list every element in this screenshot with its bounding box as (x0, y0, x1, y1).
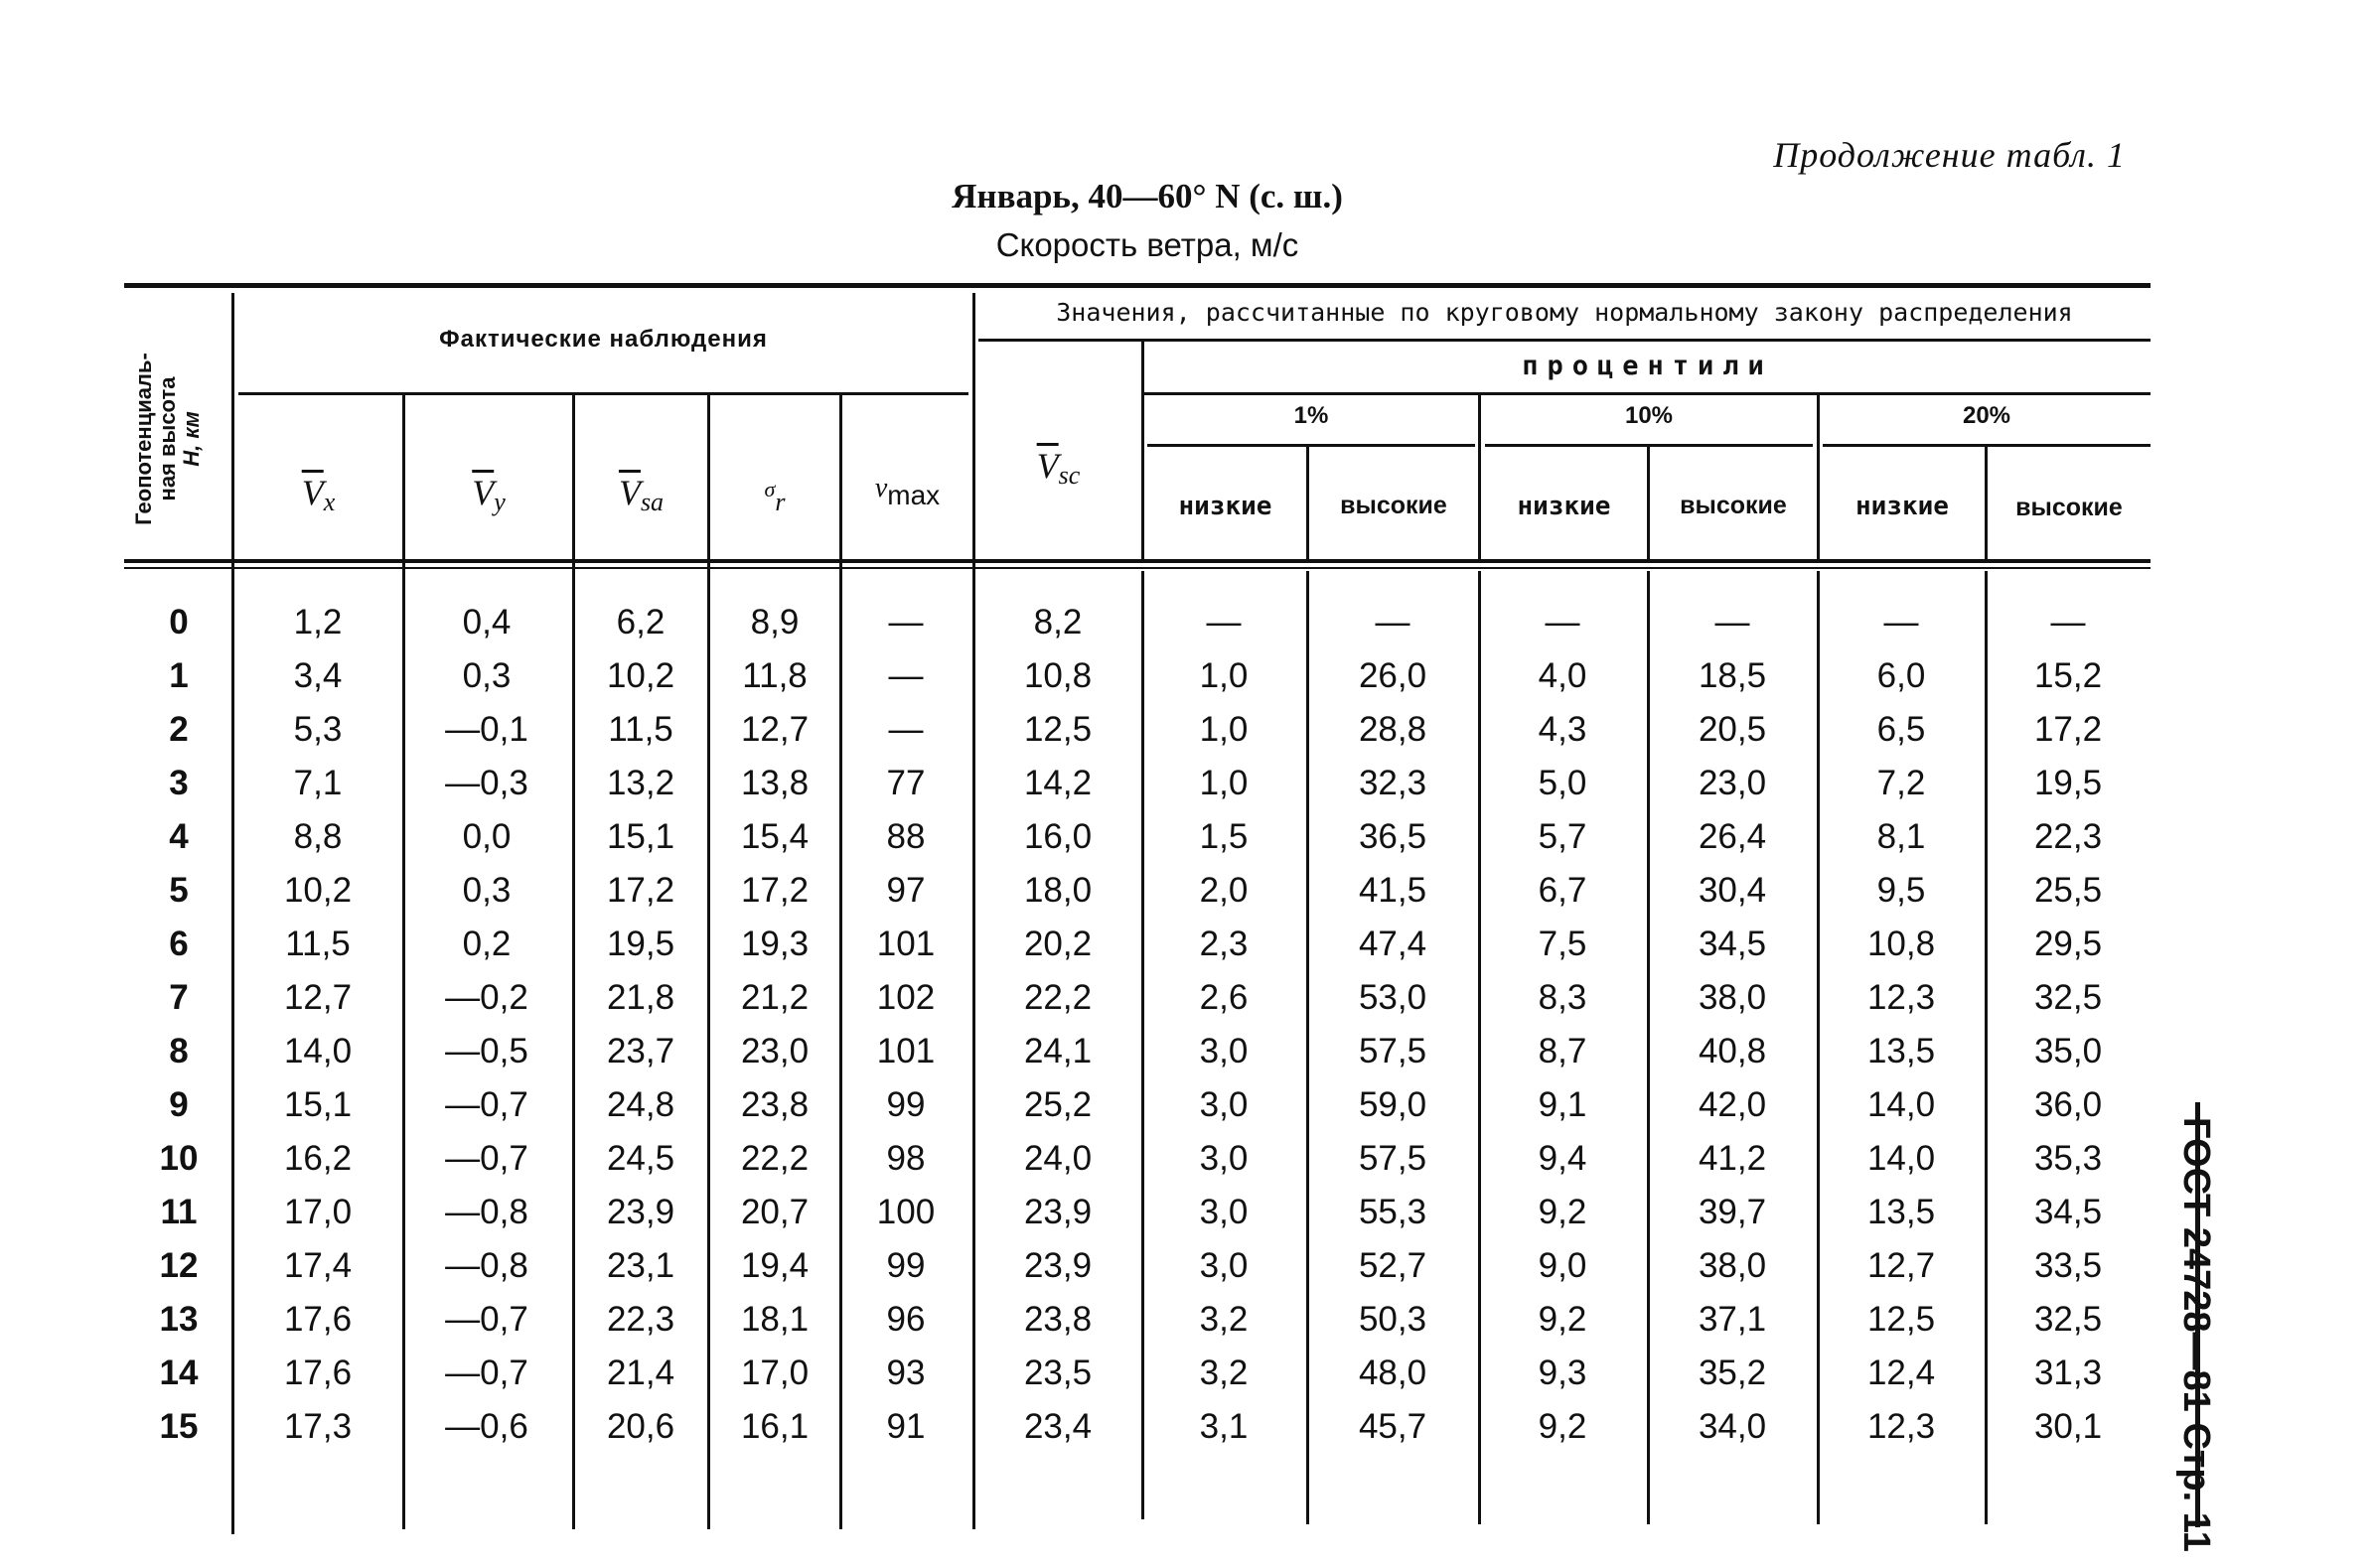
table-row (0, 596, 2185, 649)
cell-vy: —0,3 (445, 764, 528, 802)
pct20-low-header: низкие (1855, 492, 1949, 521)
table-row (0, 1400, 2185, 1454)
cell-sigma: 8,9 (750, 603, 800, 641)
cell-vy: —0,2 (445, 978, 528, 1017)
table-row (0, 1186, 2185, 1239)
cell-pct10-high: 23,0 (1698, 764, 1767, 802)
pct1-rule (1147, 444, 1475, 447)
cell-vx: 1,2 (293, 603, 343, 641)
cell-sigma: 23,0 (740, 1032, 810, 1070)
cell-pct10-high: — (1714, 603, 1750, 641)
cell-vmax: 101 (876, 925, 936, 963)
cell-pct10-high: 41,2 (1698, 1139, 1767, 1178)
cell-vsa: 15,1 (606, 817, 675, 856)
cell-vx: 3,4 (293, 656, 343, 695)
cell-pct10-high: 34,0 (1698, 1407, 1767, 1446)
cell-pct1-low: 2,3 (1199, 925, 1249, 963)
cell-vx: 10,2 (283, 871, 353, 910)
cell-sigma: 19,4 (740, 1246, 810, 1285)
table-row (0, 703, 2185, 757)
cell-sigma: 17,0 (740, 1354, 810, 1392)
table-subtitle: Скорость ветра, м/с (995, 226, 1299, 263)
cell-vsc: 20,2 (1023, 925, 1093, 963)
cell-pct20-low: 13,5 (1866, 1193, 1936, 1231)
cell-pct1-high: 47,4 (1358, 925, 1427, 963)
cell-vsa: 23,7 (606, 1032, 675, 1070)
cell-vmax: — (888, 656, 924, 695)
cell-height: 15 (159, 1407, 199, 1446)
table-row (0, 810, 2185, 864)
cell-pct10-low: 4,3 (1538, 710, 1587, 749)
percentile-rule (1144, 392, 2151, 395)
cell-height: 9 (169, 1085, 189, 1124)
cell-pct1-high: 28,8 (1358, 710, 1427, 749)
cell-pct20-low: 10,8 (1866, 925, 1936, 963)
cell-pct1-low: 1,0 (1199, 656, 1249, 695)
cell-vsc: 23,4 (1023, 1407, 1093, 1446)
height-header-line-2: ная высота (155, 376, 180, 501)
cell-pct20-high: 19,5 (2033, 764, 2103, 802)
cell-pct10-low: 6,7 (1538, 871, 1587, 910)
cell-pct10-low: 4,0 (1538, 656, 1587, 695)
cell-pct20-high: 29,5 (2033, 925, 2103, 963)
cell-vsc: 16,0 (1023, 817, 1093, 856)
cell-sigma: 16,1 (740, 1407, 810, 1446)
cell-vy: —0,7 (445, 1139, 528, 1178)
cell-vsa: 23,1 (606, 1246, 675, 1285)
cell-pct1-high: 45,7 (1358, 1407, 1427, 1446)
height-column-header (132, 320, 371, 578)
cell-pct20-low: 6,0 (1876, 656, 1926, 695)
cell-pct20-low: 14,0 (1866, 1085, 1936, 1124)
cell-vmax: 98 (886, 1139, 926, 1178)
cell-vsc: 12,5 (1023, 710, 1093, 749)
cell-height: 6 (169, 925, 189, 963)
cell-vsc: 24,0 (1023, 1139, 1093, 1178)
height-header-line-1: Геопотенциаль- (131, 353, 156, 525)
cell-vmax: 99 (886, 1085, 926, 1124)
cell-pct20-high: 17,2 (2033, 710, 2103, 749)
cell-height: 11 (160, 1193, 198, 1231)
col-sep-1-high (1478, 395, 1481, 562)
table-title: Январь, 40—60° N (с. ш.) (952, 177, 1343, 215)
table-row (0, 757, 2185, 810)
pct20-high-header: высокие (2015, 494, 2123, 521)
pct1-high-header: высокие (1340, 492, 1447, 519)
cell-vy: 0,3 (462, 871, 512, 910)
cell-pct20-low: 13,5 (1866, 1032, 1936, 1070)
cell-vmax: 91 (886, 1407, 926, 1446)
continuation-note: Продолжение табл. 1 (1773, 135, 2126, 175)
cell-vmax: 102 (876, 978, 936, 1017)
cell-pct1-low: — (1206, 603, 1242, 641)
cell-sigma: 12,7 (740, 710, 810, 749)
cell-pct1-low: 3,1 (1199, 1407, 1249, 1446)
cell-vsc: 8,2 (1033, 603, 1083, 641)
table-row (0, 1293, 2185, 1347)
cell-vsa: 23,9 (606, 1193, 675, 1231)
cell-pct20-low: 8,1 (1876, 817, 1926, 856)
cell-sigma: 18,1 (740, 1300, 810, 1339)
cell-pct1-low: 3,2 (1199, 1300, 1249, 1339)
header-bottom-rule (124, 559, 2151, 563)
cell-pct10-high: 30,4 (1698, 871, 1767, 910)
cell-sigma: 15,4 (740, 817, 810, 856)
cell-pct10-low: 9,3 (1538, 1354, 1587, 1392)
cell-sigma: 13,8 (740, 764, 810, 802)
cell-vmax: 97 (886, 871, 926, 910)
pct-1-header: 1% (1293, 402, 1329, 429)
vy-header: $\overline{V}_y$ (472, 473, 506, 516)
table-row (0, 649, 2185, 703)
cell-vx: 17,0 (283, 1193, 353, 1231)
cell-vy: —0,6 (445, 1407, 528, 1446)
cell-pct10-low: — (1545, 603, 1580, 641)
cell-pct10-low: 9,2 (1538, 1193, 1587, 1231)
cell-pct10-low: 9,2 (1538, 1407, 1587, 1446)
cell-vmax: 88 (886, 817, 926, 856)
vx-header: $\overline{V}_x$ (301, 473, 336, 516)
cell-vsa: 10,2 (606, 656, 675, 695)
cell-vmax: — (888, 710, 924, 749)
cell-vsc: 14,2 (1023, 764, 1093, 802)
cell-pct1-high: 32,3 (1358, 764, 1427, 802)
cell-sigma: 20,7 (740, 1193, 810, 1231)
cell-vsa: 24,8 (606, 1085, 675, 1124)
cell-pct1-low: 3,0 (1199, 1246, 1249, 1285)
cell-vx: 14,0 (283, 1032, 353, 1070)
pct10-low-header: низкие (1517, 492, 1611, 521)
cell-vy: —0,7 (445, 1300, 528, 1339)
table-row (0, 1132, 2185, 1186)
cell-pct10-low: 9,2 (1538, 1300, 1587, 1339)
cell-pct1-low: 3,0 (1199, 1032, 1249, 1070)
cell-vsc: 23,9 (1023, 1193, 1093, 1231)
cell-pct1-high: 26,0 (1358, 656, 1427, 695)
cell-pct10-low: 9,4 (1538, 1139, 1587, 1178)
cell-vmax: 77 (886, 764, 926, 802)
cell-vx: 11,5 (285, 925, 351, 963)
cell-vmax: 101 (876, 1032, 936, 1070)
cell-sigma: 23,8 (740, 1085, 810, 1124)
pct10-high-header: высокие (1680, 492, 1787, 519)
cell-vy: 0,0 (462, 817, 512, 856)
cell-pct1-low: 2,0 (1199, 871, 1249, 910)
cell-pct10-high: 38,0 (1698, 1246, 1767, 1285)
cell-vmax: 100 (876, 1193, 936, 1231)
cell-vsa: 22,3 (606, 1300, 675, 1339)
cell-vx: 17,4 (283, 1246, 353, 1285)
table-row (0, 1347, 2185, 1400)
cell-pct20-low: 12,4 (1866, 1354, 1936, 1392)
cell-pct10-low: 9,0 (1538, 1246, 1587, 1285)
cell-pct1-high: 50,3 (1358, 1300, 1427, 1339)
cell-vsa: 6,2 (616, 603, 666, 641)
cell-pct1-low: 1,5 (1199, 817, 1249, 856)
cell-pct1-high: — (1375, 603, 1410, 641)
cell-pct10-low: 9,1 (1538, 1085, 1587, 1124)
cell-sigma: 21,2 (740, 978, 810, 1017)
cell-vsc: 25,2 (1023, 1085, 1093, 1124)
cell-vy: —0,1 (445, 710, 528, 749)
cell-vx: 15,1 (283, 1085, 353, 1124)
cell-vsc: 10,8 (1023, 656, 1093, 695)
cell-pct20-low: 9,5 (1876, 871, 1926, 910)
cell-pct20-high: 33,5 (2033, 1246, 2103, 1285)
cell-vmax: — (888, 603, 924, 641)
cell-vy: —0,5 (445, 1032, 528, 1070)
cell-vy: —0,8 (445, 1246, 528, 1285)
cell-vsc: 23,5 (1023, 1354, 1093, 1392)
cell-vsa: 19,5 (606, 925, 675, 963)
cell-vx: 12,7 (283, 978, 353, 1017)
cell-height: 2 (169, 710, 189, 749)
cell-vx: 17,6 (283, 1300, 353, 1339)
sigma-header: $^\sigma_r$ (764, 477, 786, 516)
cell-vsc: 18,0 (1023, 871, 1093, 910)
table-row (0, 1239, 2185, 1293)
cell-vsa: 17,2 (606, 871, 675, 910)
height-header-line-3: H, км (179, 411, 204, 467)
cell-pct1-high: 57,5 (1358, 1139, 1427, 1178)
cell-pct20-high: 35,3 (2033, 1139, 2103, 1178)
table-row (0, 918, 2185, 971)
cell-pct10-high: 39,7 (1698, 1193, 1767, 1231)
cell-pct20-high: 32,5 (2033, 978, 2103, 1017)
cell-height: 8 (169, 1032, 189, 1070)
cell-pct20-high: 31,3 (2033, 1354, 2103, 1392)
cell-vy: 0,3 (462, 656, 512, 695)
cell-vx: 16,2 (283, 1139, 353, 1178)
cell-pct1-low: 3,2 (1199, 1354, 1249, 1392)
pct-20-header: 20% (1962, 402, 2011, 429)
cell-pct10-low: 7,5 (1538, 925, 1587, 963)
cell-pct20-low: — (1883, 603, 1919, 641)
cell-vx: 17,6 (283, 1354, 353, 1392)
cell-pct20-low: 12,7 (1866, 1246, 1936, 1285)
top-rule (124, 283, 2151, 288)
cell-vx: 5,3 (293, 710, 343, 749)
cell-height: 3 (169, 764, 189, 802)
cell-vsa: 20,6 (606, 1407, 675, 1446)
cell-pct1-low: 1,0 (1199, 710, 1249, 749)
vsc-header: $\overline{V}_{sc}$ (1036, 446, 1081, 490)
cell-pct10-high: 42,0 (1698, 1085, 1767, 1124)
cell-height: 5 (169, 871, 189, 910)
pct1-low-header: низкие (1178, 492, 1272, 521)
cell-pct20-high: — (2050, 603, 2086, 641)
cell-vsa: 21,8 (606, 978, 675, 1017)
cell-pct10-low: 5,0 (1538, 764, 1587, 802)
cell-pct20-low: 14,0 (1866, 1139, 1936, 1178)
pct-10-header: 10% (1624, 402, 1674, 429)
cell-vsa: 21,4 (606, 1354, 675, 1392)
cell-pct20-high: 32,5 (2033, 1300, 2103, 1339)
cell-pct20-high: 35,0 (2033, 1032, 2103, 1070)
cell-pct1-low: 3,0 (1199, 1193, 1249, 1231)
calc-group-rule (978, 339, 2151, 342)
cell-pct20-low: 12,3 (1866, 978, 1936, 1017)
table-row (0, 1078, 2185, 1132)
cell-pct20-high: 25,5 (2033, 871, 2103, 910)
table-row (0, 864, 2185, 918)
cell-sigma: 22,2 (740, 1139, 810, 1178)
header-bottom-rule-2 (124, 567, 2151, 569)
cell-vsa: 13,2 (606, 764, 675, 802)
cell-sigma: 19,3 (740, 925, 810, 963)
cell-vy: 0,2 (462, 925, 512, 963)
cell-vy: 0,4 (462, 603, 512, 641)
cell-vsa: 11,5 (608, 710, 673, 749)
cell-vsc: 23,8 (1023, 1300, 1093, 1339)
cell-vy: —0,8 (445, 1193, 528, 1231)
cell-height: 14 (159, 1354, 199, 1392)
cell-pct20-high: 15,2 (2033, 656, 2103, 695)
cell-height: 7 (169, 978, 189, 1017)
cell-sigma: 17,2 (740, 871, 810, 910)
cell-pct1-low: 3,0 (1199, 1139, 1249, 1178)
cell-vx: 8,8 (293, 817, 343, 856)
cell-pct1-high: 36,5 (1358, 817, 1427, 856)
cell-vsa: 24,5 (606, 1139, 675, 1178)
cell-pct1-high: 59,0 (1358, 1085, 1427, 1124)
cell-pct10-high: 40,8 (1698, 1032, 1767, 1070)
percentiles-header: процентили (1522, 351, 1773, 381)
cell-pct10-low: 8,7 (1538, 1032, 1587, 1070)
cell-pct10-high: 34,5 (1698, 925, 1767, 963)
vmax-header: $^v$max (874, 473, 941, 510)
cell-pct1-high: 55,3 (1358, 1193, 1427, 1231)
cell-pct1-high: 41,5 (1358, 871, 1427, 910)
cell-height: 0 (169, 603, 189, 641)
cell-pct1-high: 53,0 (1358, 978, 1427, 1017)
actual-observations-header: Фактические наблюдения (439, 326, 768, 353)
cell-pct20-low: 6,5 (1876, 710, 1926, 749)
cell-pct10-high: 18,5 (1698, 656, 1767, 695)
cell-height: 12 (159, 1246, 199, 1285)
cell-pct10-high: 26,4 (1698, 817, 1767, 856)
cell-pct20-low: 12,5 (1866, 1300, 1936, 1339)
cell-pct1-low: 1,0 (1199, 764, 1249, 802)
cell-pct10-low: 8,3 (1538, 978, 1587, 1017)
cell-pct1-high: 57,5 (1358, 1032, 1427, 1070)
cell-pct1-high: 52,7 (1358, 1246, 1427, 1285)
cell-pct10-low: 5,7 (1538, 817, 1587, 856)
cell-vmax: 99 (886, 1246, 926, 1285)
cell-vy: —0,7 (445, 1085, 528, 1124)
cell-pct10-high: 35,2 (1698, 1354, 1767, 1392)
table-row (0, 971, 2185, 1025)
cell-height: 4 (169, 817, 189, 856)
cell-vsc: 23,9 (1023, 1246, 1093, 1285)
cell-height: 10 (159, 1139, 199, 1178)
cell-vsc: 22,2 (1023, 978, 1093, 1017)
cell-pct10-high: 20,5 (1698, 710, 1767, 749)
cell-pct20-high: 22,3 (2033, 817, 2103, 856)
cell-pct20-low: 12,3 (1866, 1407, 1936, 1446)
calc-values-header: Значения, рассчитанные по круговому нормальному закону распределения (1056, 298, 2073, 327)
cell-pct1-low: 3,0 (1199, 1085, 1249, 1124)
cell-vmax: 96 (886, 1300, 926, 1339)
cell-pct10-high: 38,0 (1698, 978, 1767, 1017)
cell-pct20-low: 7,2 (1876, 764, 1926, 802)
cell-height: 13 (159, 1300, 199, 1339)
vsa-header: $\overline{V}_{sa}$ (618, 473, 665, 516)
cell-pct20-high: 34,5 (2033, 1193, 2103, 1231)
cell-vy: —0,7 (445, 1354, 528, 1392)
cell-pct20-high: 30,1 (2033, 1407, 2103, 1446)
page-stamp: ГОСТ 24728—81 Стр. 11 (2175, 1117, 2217, 1552)
cell-pct1-high: 48,0 (1358, 1354, 1427, 1392)
col-sep-10-high (1817, 395, 1820, 562)
cell-height: 1 (169, 656, 189, 695)
cell-pct1-low: 2,6 (1199, 978, 1249, 1017)
cell-vx: 17,3 (283, 1407, 353, 1446)
cell-vmax: 93 (886, 1354, 926, 1392)
cell-vsc: 24,1 (1023, 1032, 1093, 1070)
cell-pct10-high: 37,1 (1698, 1300, 1767, 1339)
cell-sigma: 11,8 (742, 656, 808, 695)
cell-vx: 7,1 (293, 764, 343, 802)
cell-pct20-high: 36,0 (2033, 1085, 2103, 1124)
table-row (0, 1025, 2185, 1078)
